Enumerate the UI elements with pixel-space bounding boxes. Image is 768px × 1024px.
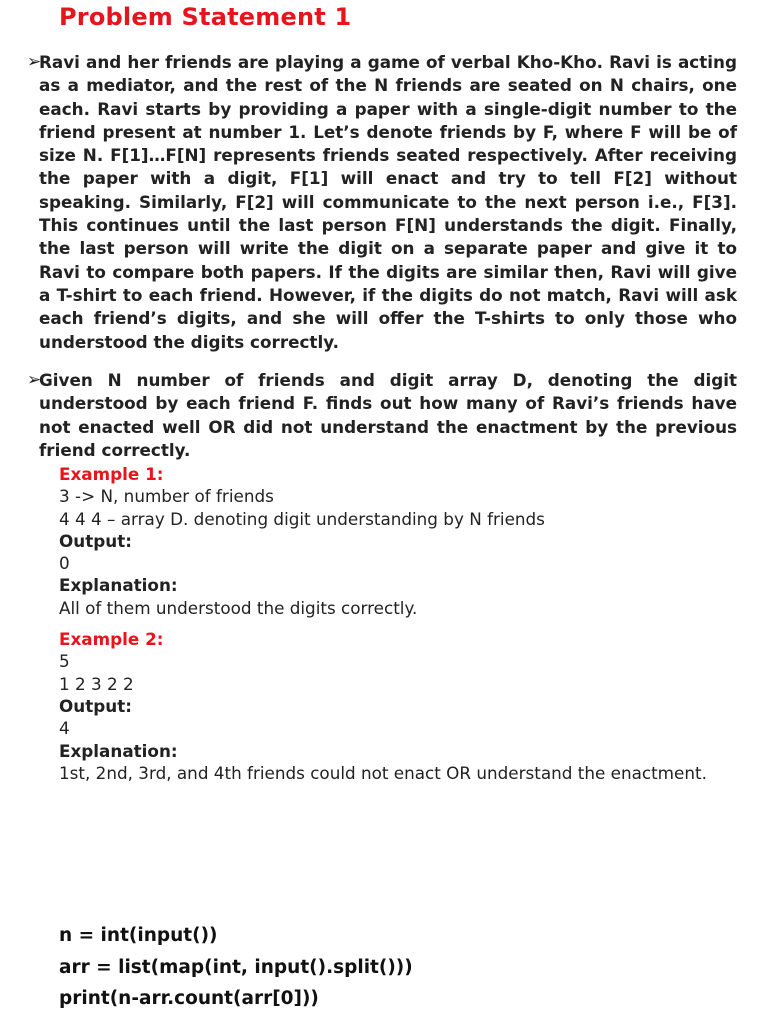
page-title: Problem Statement 1 [59,3,352,31]
code-line-2: arr = list(map(int, input().split())) [59,956,413,978]
solution-code-block [59,920,413,1015]
example-1-input-array: 4 4 4 – array D. denoting digit understanding by N friends [59,508,545,529]
arrow-bullet-icon: ➢ [27,52,42,72]
example-2-output-value: 4 [59,718,70,739]
task-description-paragraph [27,369,737,460]
problem-description-paragraph [27,51,737,354]
example-1-output-label: Output: [59,530,132,551]
problem-description-text: Ravi and her friends are playing a game of verbal Kho-Kho. Ravi is acting as a mediator, and the rest of the N friends are seated on N chairs, one each. Ravi starts by providing a paper with a single-digit number to the friend present at number 1. Let’s denote friends by F, where F will be of size N. F[1]…F[N] represents friends seated respectively. After receiving the paper with a digit, F[1] will enact and try to tell F[2] without speaking. Similarly, F[2] will communicate to the next person i.e., F[3]. This continues until the last person F[N] understands the digit. Finally, the last person will write the digit on a separate paper and give it to Ravi to compare both papers. If the digits are similar then, Ravi will give a T-shirt to each friend. However, if the digits do not match, Ravi will ask each friend’s digits, and she will offer the T-shirts to only those who understood the digits correctly. [39,52,737,352]
example-2-input-n: 5 [59,651,70,672]
task-description-text: Given N number of friends and digit array D, denoting the digit understood by each friend F. finds out how many of Ravi’s friends have not enacted well OR did not understand the enactment by the previous friend correctly. [39,370,737,460]
code-line-3: print(n-arr.count(arr[0])) [59,988,319,1009]
example-1-explanation: All of them understood the digits correctly. [59,597,418,618]
example-1-explanation-label: Explanation: [59,575,178,596]
example-2-output-label: Output: [59,695,132,716]
example-1-input-n: 3 -> N, number of friends [59,486,274,507]
example-2-explanation: 1st, 2nd, 3rd, and 4th friends could not enact OR understand the enactment. [59,762,707,783]
code-line-1: n = int(input()) [59,925,218,946]
examples-section [59,463,749,784]
example-1-output-value: 0 [59,553,70,574]
example-2-explanation-label: Explanation: [59,740,178,761]
arrow-bullet-icon: ➢ [27,370,42,390]
example-1-heading: Example 1: [59,464,164,484]
example-2-input-array: 1 2 3 2 2 [59,673,134,694]
example-2-heading: Example 2: [59,629,164,650]
